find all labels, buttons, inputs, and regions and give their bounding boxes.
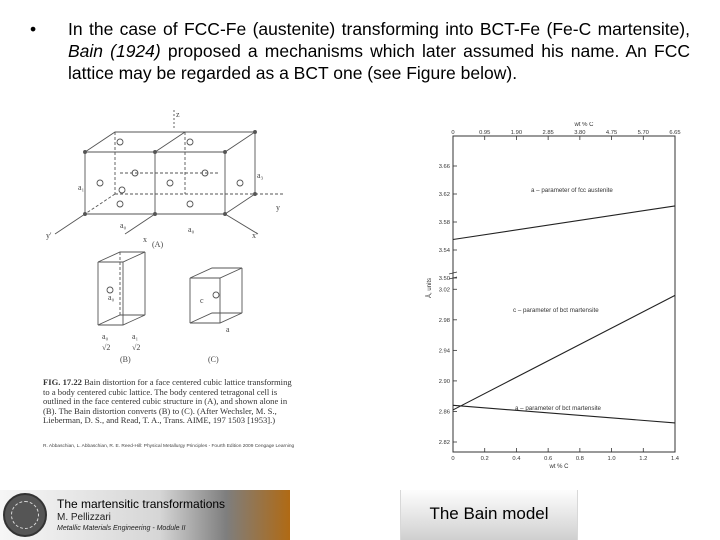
top-tick-label: 1.90 xyxy=(510,130,523,136)
label-xprime: x' xyxy=(252,231,258,240)
y-tick-label-upper: 3.58 xyxy=(438,220,450,226)
figure-number: FIG. 17.22 xyxy=(43,377,82,387)
y-tick-label-lower: 3.02 xyxy=(438,287,450,294)
x-tick-label: 1.0 xyxy=(607,456,616,462)
x-tick-label: 0 xyxy=(451,456,455,462)
label-sqrt2-b: √2 xyxy=(132,343,141,352)
y-tick-label-lower: 2.94 xyxy=(438,348,450,355)
footer xyxy=(0,490,720,540)
label-a1-b: a₁ xyxy=(132,332,139,341)
bullet-marker: • xyxy=(30,19,37,39)
top-tick-label: 6.65 xyxy=(669,130,681,136)
university-seal-logo xyxy=(3,493,47,537)
x-axis-label: wt % C xyxy=(549,464,569,470)
x-tick-label: 0.8 xyxy=(575,456,584,462)
footer-course: Metallic Materials Engineering - Module II xyxy=(57,525,186,532)
bcc-cell-c xyxy=(190,268,242,323)
bullet-paragraph xyxy=(30,18,690,84)
y-axis-label: Å, units xyxy=(427,277,433,299)
y-tick-label-upper: 3.66 xyxy=(438,164,450,170)
bct-cell-b xyxy=(98,252,145,325)
series-line-0 xyxy=(453,206,675,240)
label-a3: a₃ xyxy=(257,171,264,180)
label-a0-small: a₀ xyxy=(120,221,127,230)
label-fig-A: (A) xyxy=(152,240,164,249)
top-tick-label: 0.95 xyxy=(479,130,491,136)
label-yprime: y' xyxy=(46,231,52,240)
annotation-a-bct: a – parameter of bct martensite xyxy=(515,405,601,412)
x-tick-label: 1.4 xyxy=(670,456,680,462)
slide-title: The Bain model xyxy=(429,504,549,523)
x-tick-label: 1.2 xyxy=(639,456,648,462)
bullet-body xyxy=(68,18,690,84)
bullet-line1: In the case of FCC-Fe (austenite) transforming into BCT-Fe (Fe-C martensite), xyxy=(68,19,690,39)
footer-title: The martensitic transformations xyxy=(57,497,226,511)
label-z: z xyxy=(176,110,180,119)
bain-lattice-figure xyxy=(40,110,298,460)
y-tick-label-upper: 3.62 xyxy=(438,192,450,198)
top-tick-label: 2.85 xyxy=(542,130,554,136)
slide-title-box xyxy=(400,490,578,540)
label-a0-b: a₀ xyxy=(108,293,115,302)
x-tick-label: 0.6 xyxy=(544,456,553,462)
y-tick-label-upper: 3.50 xyxy=(438,276,450,282)
top-tick-label: 3.80 xyxy=(574,130,586,136)
y-tick-label-lower: 2.90 xyxy=(438,378,450,385)
label-a0-left: a₀ xyxy=(102,332,109,341)
annotation-c-bct: c – parameter of bct martensite xyxy=(513,307,599,314)
x-tick-label: 0.4 xyxy=(512,456,521,462)
top-tick-label: 0 xyxy=(451,130,455,136)
label-a1: a₁ xyxy=(78,183,85,192)
y-tick-label-upper: 3.54 xyxy=(438,248,450,254)
footer-band xyxy=(0,490,290,540)
bain-citation: Bain (1924) xyxy=(68,41,161,61)
label-a: a xyxy=(226,325,230,334)
bullet-line2: proposed a mechanisms which later assumed his name. An FCC lattice may be regarded as a BCT one (see Figure below). xyxy=(68,41,690,83)
lattice-drawing xyxy=(40,110,298,375)
label-fig-C: (C) xyxy=(208,355,219,364)
label-c: c xyxy=(200,296,204,305)
label-x: x xyxy=(143,235,147,244)
label-fig-B: (B) xyxy=(120,355,131,364)
chart-svg xyxy=(423,122,685,472)
figure-caption-text: Bain distortion for a face centered cubic lattice transforming to a body centered cubic lattice. The body centered tetragonal cell is outlined in the face centered cubic structure in (A), and shown alone in (B). The Bain distortion converts (B) to (C). (After Wechsler, M. S., Lieberman, D. S., and Read, T. A., Trans. AIME, 197 1503 [1953].) xyxy=(43,377,292,425)
y-tick-label-lower: 2.82 xyxy=(438,440,450,446)
footer-author: M. Pellizzari xyxy=(57,512,111,523)
top-tick-label: 5.70 xyxy=(637,130,649,136)
lattice-parameter-chart xyxy=(423,122,685,472)
y-tick-label-lower: 2.98 xyxy=(438,317,450,324)
top-tick-label: 4.75 xyxy=(605,130,618,136)
label-sqrt2-a: √2 xyxy=(102,343,111,352)
annotation-fcc: a – parameter of fcc austenite xyxy=(531,187,613,194)
x-tick-label: 0.2 xyxy=(480,456,489,462)
fcc-double-cell xyxy=(55,110,285,234)
top-axis-label: wt % C xyxy=(574,122,594,128)
label-y: y xyxy=(276,203,280,212)
y-tick-label-lower: 2.86 xyxy=(438,409,450,416)
figure-caption xyxy=(43,378,293,426)
figure-credit: R. Abbaschian, L. Abbaschian, R. E. Reed-Hill: Physical Metallurgy Principles - Fourth Edition 2009 Cengage Learning xyxy=(43,444,295,449)
label-a0-top: a₀ xyxy=(188,225,195,234)
